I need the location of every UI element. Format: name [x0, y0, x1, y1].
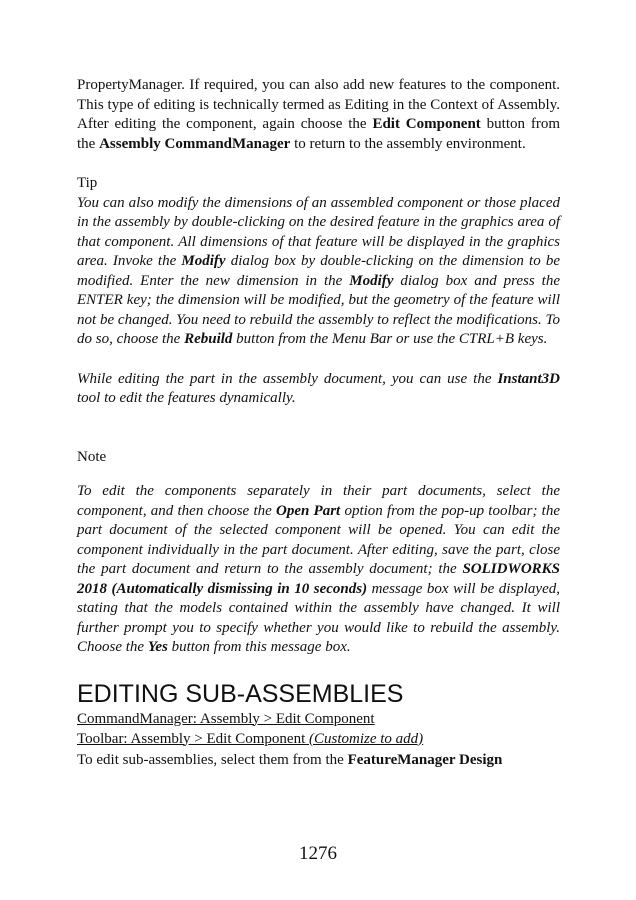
note-label: Note [77, 448, 107, 465]
tip-paragraph-2: While editing the part in the assembly document, you can use the Instant3D tool to edit the features dynamically. [77, 370, 560, 406]
commandmanager-path: CommandManager: Assembly > Edit Component [77, 710, 375, 727]
instant3d-term: Instant3D [497, 370, 560, 387]
note-paragraph: To edit the components separately in their part documents, select the component, and then choose the Open Part option from the pop-up toolbar; the part document of the selected component will be opened. You can edit the component individually in the part document. After editing, save the part, close the part document and return to the assembly document; the SOLIDWORKS 2018 (Automatically dismissing in 10 seconds) message box will be displayed, stating that the models contained within the assembly have changed. It will further prompt you to specify whether you would like to rebuild the assembly. Choose the Yes button from this message box. [77, 483, 561, 655]
modify-term: Modify [181, 253, 226, 269]
assembly-commandmanager-term: Assembly CommandManager [99, 135, 291, 152]
page-number: 1276 [299, 843, 337, 864]
featuremanager-term: FeatureManager Design [347, 751, 503, 768]
toolbar-note: (Customize to add) [308, 730, 424, 747]
modify-term-2: Modify [349, 272, 394, 289]
open-part-term: Open Part [276, 502, 341, 519]
sub-assemblies-paragraph: To edit sub-assemblies, select them from the FeatureManager Design [77, 751, 503, 768]
yes-term: Yes [147, 639, 168, 655]
section-heading: EDITING SUB-ASSEMBLIES [77, 679, 404, 708]
toolbar-path: Toolbar: Assembly > Edit Component (Customize to add) [77, 730, 424, 747]
intro-paragraph: PropertyManager. If required, you can also add new features to the component. This type of editing is technically termed as Editing in the Context of Assembly. After editing the component, again choose the Edit Component button from the Assembly CommandManager to return to the assembly environment. [77, 77, 560, 152]
page-content [77, 76, 560, 770]
solidworks-message-term: SOLIDWORKS 2018 (Automatically dismissing in 10 seconds) [77, 561, 560, 597]
tip-label: Tip [77, 175, 98, 191]
rebuild-term: Rebuild [184, 331, 233, 347]
tip-paragraph-1: You can also modify the dimensions of an assembled component or those placed in the assembly by double-clicking on the desired feature in the graphics area of that component. All dimensions of that feature will be displayed in the graphics area. Invoke the Modify dialog box by double-clicking on the dimension to be modified. Enter the new dimension in the Modify dialog box and press the ENTER key; the dimension will be modified, but the geometry of the feature will not be changed. You need to rebuild the assembly to reflect the modifications. To do so, choose the Rebuild button from the Menu Bar or use the CTRL+B keys. [77, 194, 561, 347]
edit-component-term: Edit Component [372, 116, 481, 132]
